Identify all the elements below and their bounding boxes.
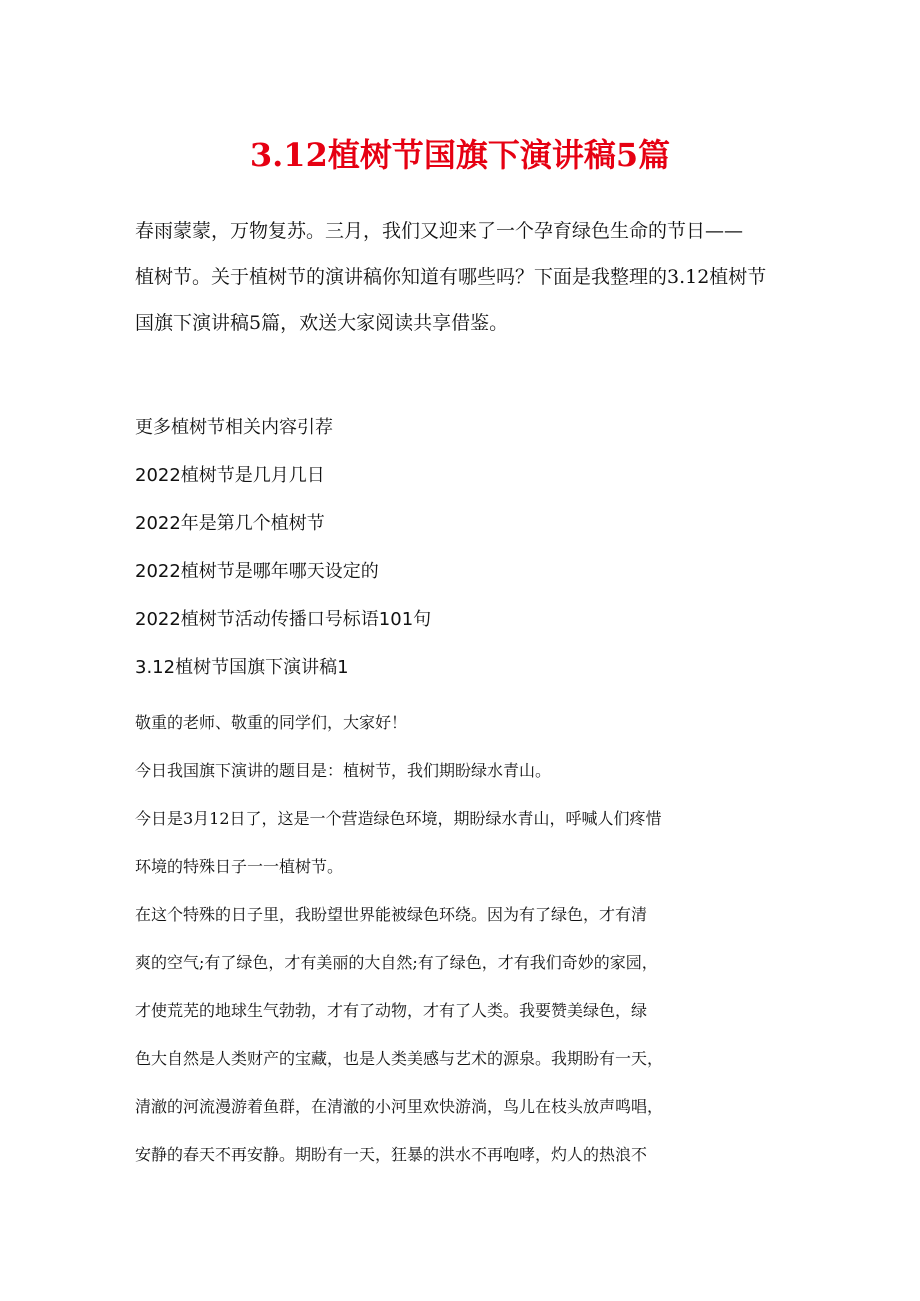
body-line: 今日我国旗下演讲的题目是：植树节，我们期盼绿水青山。	[135, 761, 552, 780]
related-link[interactable]: 2022年是第几个植树节	[135, 513, 325, 534]
body-line: 今日是3月12日了，这是一个营造绿色环境，期盼绿水青山，呼喊人们疼惜	[135, 809, 662, 828]
intro-line: 春雨蒙蒙，万物复苏。三月，我们又迎来了一个孕育绿色生命的节日——	[135, 220, 744, 242]
body-line: 才使荒芜的地球生气勃勃，才有了动物，才有了人类。我要赞美绿色，绿	[135, 1001, 648, 1020]
related-links-heading: 更多植树节相关内容引荐	[135, 417, 333, 438]
related-link[interactable]: 2022植树节是几月几日	[135, 465, 325, 486]
related-links-list	[135, 404, 795, 692]
body-line: 安静的春天不再安静。期盼有一天，狂暴的洪水不再咆哮，灼人的热浪不	[135, 1145, 648, 1164]
body-line: 爽的空气;有了绿色，才有美丽的大自然;有了绿色，才有我们奇妙的家园，	[135, 953, 658, 972]
document-title: 3.12植树节国旗下演讲稿5篇	[249, 136, 671, 174]
intro-line: 植树节。关于植树节的演讲稿你知道有哪些吗？下面是我整理的3.12植树节	[135, 266, 767, 288]
related-link[interactable]: 2022植树节是哪年哪天设定的	[135, 561, 379, 582]
body-line: 清澈的河流漫游着鱼群，在清澈的小河里欢快游淌，鸟儿在枝头放声鸣唱，	[135, 1097, 664, 1116]
speech-body	[135, 710, 795, 1190]
body-line: 敬重的老师、敬重的同学们，大家好！	[135, 713, 408, 732]
section-heading: 3.12植树节国旗下演讲稿1	[135, 657, 349, 678]
body-line: 环境的特殊日子一一植树节。	[135, 857, 344, 876]
intro-paragraph	[135, 208, 795, 346]
intro-line: 国旗下演讲稿5篇，欢送大家阅读共享借鉴。	[135, 312, 509, 334]
related-link[interactable]: 2022植树节活动传播口号标语101句	[135, 609, 432, 630]
body-line: 在这个特殊的日子里，我盼望世界能被绿色环绕。因为有了绿色，才有清	[135, 905, 648, 924]
body-line: 色大自然是人类财产的宝藏，也是人类美感与艺术的源泉。我期盼有一天，	[135, 1049, 664, 1068]
